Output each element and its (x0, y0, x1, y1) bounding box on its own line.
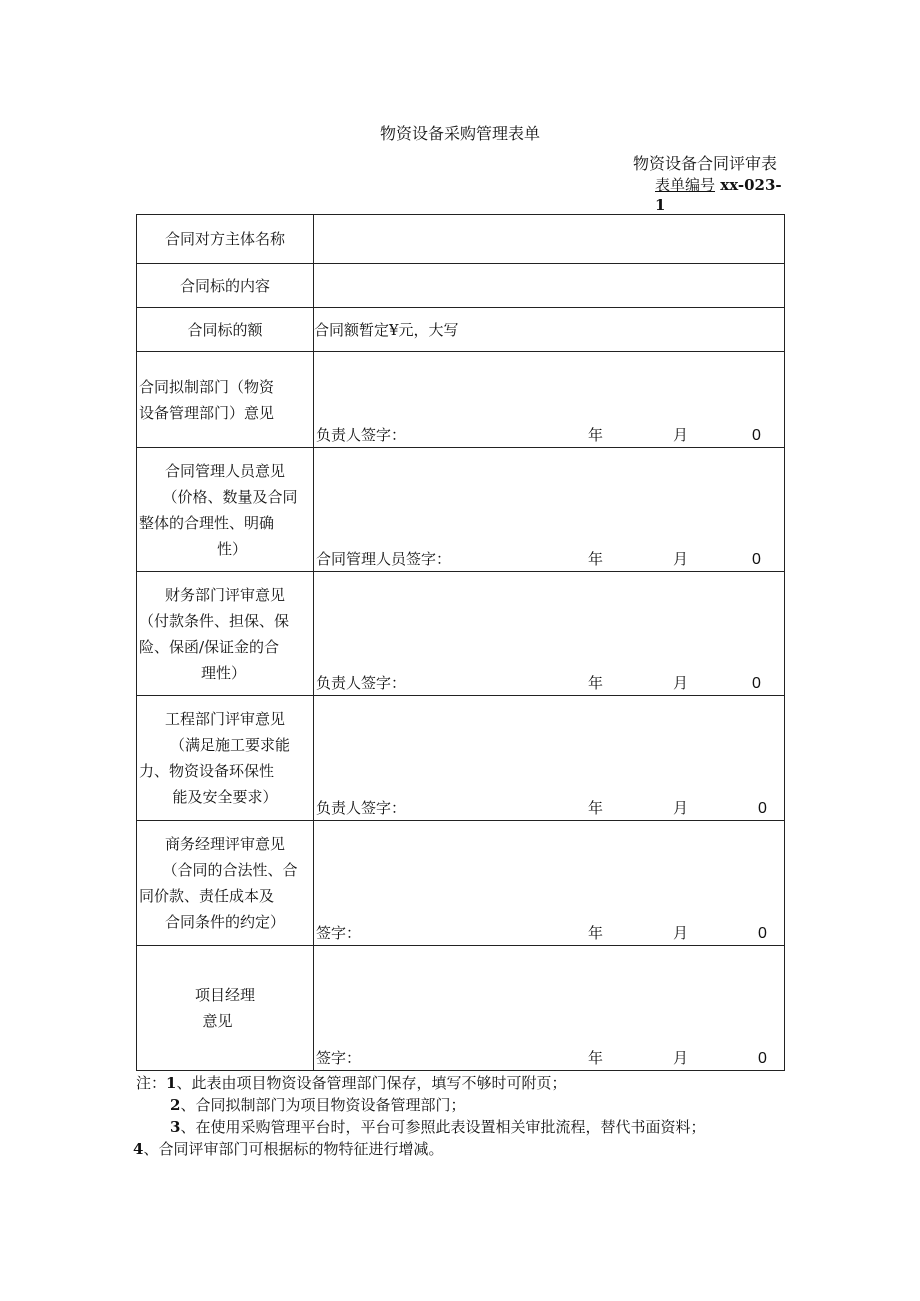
business-label-line: 同价款、责任成本及 (139, 887, 275, 905)
day-value: 0 (758, 1050, 767, 1067)
counterparty-label: 合同对方主体名称 (137, 215, 314, 264)
contract-mgmt-label-line: 整体的合理性、明确 (139, 513, 275, 532)
month-label: 月 (673, 426, 689, 444)
finance-label-line: （付款条件、担保、保 (139, 611, 290, 630)
row-contract-mgmt (137, 448, 785, 572)
form-subtitle: 物资设备合同评审表 (633, 154, 778, 173)
year-label: 年 (588, 1049, 604, 1067)
signer-label: 负责人签字： (316, 674, 407, 692)
month-label: 月 (673, 799, 689, 817)
business-label (137, 821, 314, 946)
note-number: 2 (170, 1096, 181, 1114)
notes-prefix: 注： (136, 1074, 167, 1092)
finance-label (137, 572, 314, 696)
month-label: 月 (673, 674, 689, 692)
drafting-label-line: 合同拟制部门（物资 (139, 377, 275, 396)
engineering-label (137, 696, 314, 821)
engineering-field[interactable] (314, 696, 785, 821)
row-finance (137, 572, 785, 696)
finance-label-line: 险、保函/保证金的合 (139, 637, 280, 656)
pm-label-line: 项目经理 (194, 986, 255, 1004)
finance-field[interactable] (314, 572, 785, 696)
contract-mgmt-label (137, 448, 314, 572)
signature-line (316, 549, 784, 569)
business-label-line: 商务经理评审意见 (164, 835, 285, 853)
form-number-value: xx-023-1 (655, 176, 782, 214)
signature-line (316, 425, 784, 445)
signature-line (316, 798, 784, 818)
year-label: 年 (588, 674, 604, 692)
form-number-label: 表单编号 (655, 176, 716, 194)
signature-line (316, 923, 784, 943)
contract-mgmt-label-line: 合同管理人员意见 (164, 461, 285, 480)
row-drafting (137, 352, 785, 448)
row-engineering (137, 696, 785, 821)
finance-label-line: 财务部门评审意见 (164, 585, 285, 604)
signature-line (316, 673, 784, 693)
note-text: 、合同拟制部门为项目物资设备管理部门； (180, 1096, 466, 1114)
row-pm (137, 946, 785, 1071)
form-title: 物资设备采购管理表单 (379, 124, 540, 143)
drafting-label-line: 设备管理部门）意见 (139, 403, 275, 422)
amount-field[interactable]: 合同额暂定¥元，大写 (314, 308, 785, 352)
drafting-field[interactable] (314, 352, 785, 448)
note-item (136, 1116, 796, 1138)
note-number: 3 (170, 1118, 181, 1136)
finance-label-line: 理性） (201, 663, 247, 682)
year-label: 年 (588, 924, 604, 942)
signer-label: 签字： (316, 1049, 362, 1067)
signer-label: 合同管理人员签字： (316, 550, 452, 568)
business-label-line: 合同条件的约定） (164, 913, 285, 931)
drafting-label (137, 352, 314, 448)
row-counterparty (137, 215, 785, 264)
year-label: 年 (588, 426, 604, 444)
row-subject (137, 264, 785, 308)
engineering-label-line: 力、物资设备环保性 (139, 762, 275, 780)
note-item (133, 1138, 796, 1160)
day-value: 0 (752, 551, 761, 568)
business-label-line: （合同的合法性、合 (162, 861, 298, 879)
day-value: 0 (758, 800, 767, 817)
engineering-label-line: 能及安全要求） (172, 788, 278, 806)
pm-field[interactable] (314, 946, 785, 1071)
signer-label: 签字： (316, 924, 362, 942)
notes (133, 1072, 796, 1160)
form-number (655, 175, 785, 215)
note-text: 、在使用采购管理平台时，平台可参照此表设置相关审批流程，替代书面资料； (180, 1118, 706, 1136)
row-business (137, 821, 785, 946)
pm-label (137, 946, 314, 1071)
amount-label: 合同标的额 (137, 308, 314, 352)
subject-field[interactable] (314, 264, 785, 308)
month-label: 月 (673, 550, 689, 568)
review-table (136, 214, 785, 1071)
signer-label: 负责人签字： (316, 799, 407, 817)
subject-label: 合同标的内容 (137, 264, 314, 308)
business-field[interactable] (314, 821, 785, 946)
note-number: 4 (133, 1140, 144, 1158)
row-amount (137, 308, 785, 352)
contract-mgmt-label-line: （价格、数量及合同 (162, 487, 298, 506)
day-value: 0 (752, 675, 761, 692)
signer-label: 负责人签字： (316, 426, 407, 444)
note-item (136, 1094, 796, 1116)
year-label: 年 (588, 799, 604, 817)
year-label: 年 (588, 550, 604, 568)
note-item (136, 1072, 796, 1094)
contract-mgmt-label-line: 性） (217, 539, 248, 558)
month-label: 月 (673, 924, 689, 942)
contract-mgmt-field[interactable] (314, 448, 785, 572)
engineering-label-line: 工程部门评审意见 (164, 710, 285, 728)
signature-line (316, 1048, 784, 1068)
month-label: 月 (673, 1049, 689, 1067)
engineering-label-line: （满足施工要求能 (169, 736, 290, 754)
note-text: 、合同评审部门可根据标的物特征进行增减。 (143, 1140, 444, 1158)
pm-label-line: 意见 (202, 1012, 233, 1030)
counterparty-field[interactable] (314, 215, 785, 264)
note-text: 、此表由项目物资设备管理部门保存，填写不够时可附页； (176, 1074, 567, 1092)
note-number: 1 (166, 1074, 177, 1092)
day-value: 0 (752, 427, 761, 444)
day-value: 0 (758, 925, 767, 942)
